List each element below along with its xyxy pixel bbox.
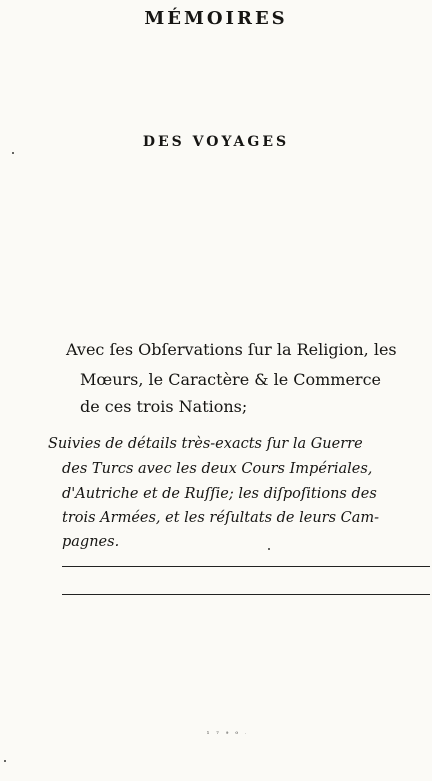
details-line-4: trois Armées, et les réſultats de leurs Cam-: [62, 510, 380, 526]
observations-line-3: de ces trois Nations;: [80, 397, 248, 416]
imprint-year: 1790.: [206, 730, 254, 735]
details-line-1: Suivies de détails très-exacts ſur la Guerre: [48, 436, 363, 452]
observations-line-2: Mœurs, le Caractère & le Commerce: [80, 370, 382, 389]
ink-speck: [12, 152, 14, 154]
title-memoires: MÉMOIRES: [144, 8, 288, 29]
ink-speck: [268, 548, 270, 550]
details-line-5: pagnes.: [62, 534, 120, 550]
rule-top: [62, 566, 430, 567]
details-line-2: des Turcs avec les deux Cours Impériales,: [62, 461, 373, 477]
observations-line-1: Avec ſes Obſervations ſur la Religion, les: [66, 340, 397, 359]
title-des-voyages: DES VOYAGES: [142, 134, 290, 150]
ink-speck: [4, 760, 6, 762]
details-line-3: d'Autriche et de Ruſſie; les diſpoſitions des: [62, 486, 377, 502]
rule-bottom: [62, 594, 430, 595]
